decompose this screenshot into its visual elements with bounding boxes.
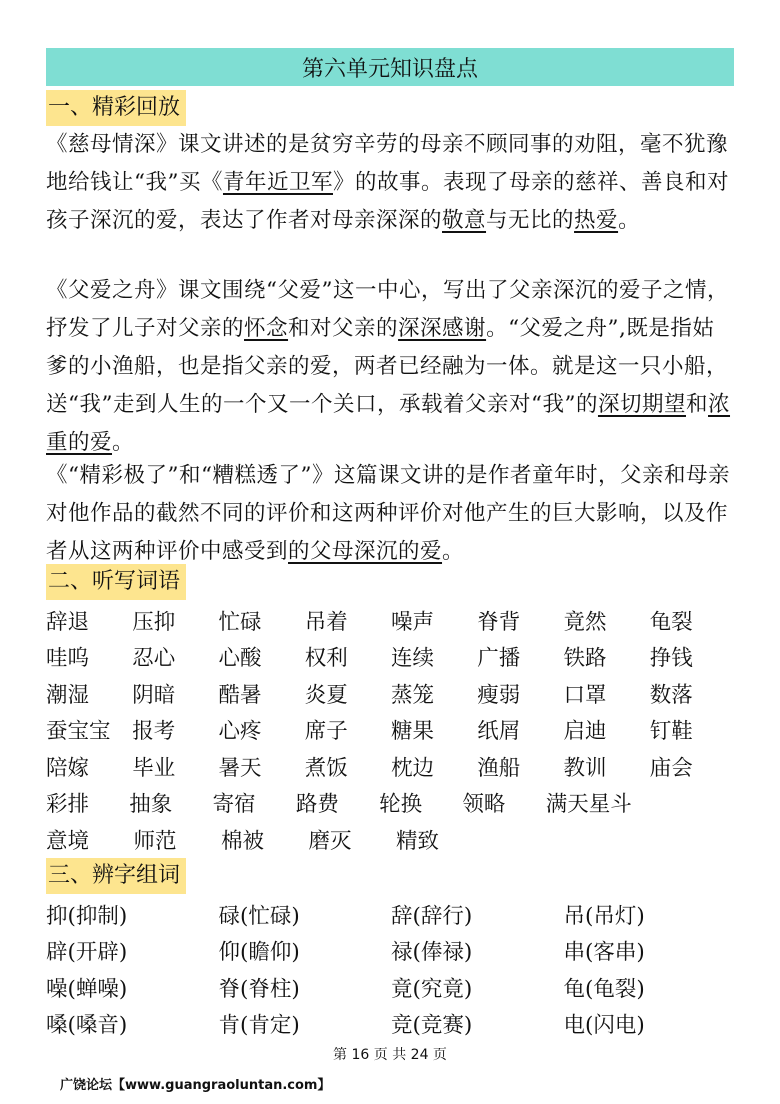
word: 枕边 bbox=[391, 755, 435, 781]
text: 。 bbox=[112, 430, 135, 455]
underlined-term: 青年近卫军 bbox=[222, 170, 333, 195]
char-pair: 抑(抑制) bbox=[46, 903, 128, 929]
char-pair: 仰(瞻仰) bbox=[218, 940, 300, 966]
word: 忍心 bbox=[132, 646, 176, 672]
word: 心酸 bbox=[218, 646, 262, 672]
word: 意境 bbox=[46, 828, 90, 854]
char-pair: 电(闪电) bbox=[563, 1013, 645, 1039]
word: 报考 bbox=[132, 719, 176, 745]
word: 酷暑 bbox=[218, 682, 262, 708]
character-pair-grid bbox=[46, 896, 736, 1042]
text: 》的故事。表现了母亲的慈祥、善良和对孩子深沉的爱，表达了作者对母亲深深的 bbox=[46, 170, 730, 233]
word: 彩排 bbox=[46, 792, 90, 818]
word-row bbox=[46, 712, 736, 749]
underlined-term: 的父母深沉的爱 bbox=[288, 539, 443, 564]
text: 。 bbox=[618, 208, 641, 233]
dictation-word-grid bbox=[46, 602, 736, 858]
page-title-bar bbox=[46, 48, 734, 86]
word: 磨灭 bbox=[308, 828, 352, 854]
word-row bbox=[46, 675, 736, 712]
word: 蚕宝宝 bbox=[46, 719, 111, 745]
pair-row bbox=[46, 1006, 736, 1043]
word: 权利 bbox=[304, 646, 348, 672]
word: 吊着 bbox=[304, 609, 348, 635]
word: 师范 bbox=[133, 828, 177, 854]
word: 广播 bbox=[477, 646, 521, 672]
paragraph-jingcai bbox=[46, 457, 736, 571]
underlined-term: 深深感谢 bbox=[398, 316, 487, 341]
char-pair: 竟(究竟) bbox=[391, 976, 473, 1002]
underlined-term: 热爱 bbox=[574, 208, 619, 233]
word: 竟然 bbox=[563, 609, 607, 635]
word: 糖果 bbox=[391, 719, 435, 745]
word: 轮换 bbox=[379, 792, 423, 818]
word-row bbox=[46, 748, 736, 785]
word: 铁路 bbox=[563, 646, 607, 672]
word: 教训 bbox=[563, 755, 607, 781]
word-row bbox=[46, 785, 736, 822]
underlined-term: 怀念 bbox=[244, 316, 289, 341]
word: 寄宿 bbox=[212, 792, 256, 818]
text: 。“父爱之舟”,既是指姑爹的小渔船，也是指父亲的爱，两者已经融为一体。就是这一只小船，送“我”走到人生的一个又一个关口，承载着父亲对“我”的 bbox=[46, 316, 729, 417]
word: 哇呜 bbox=[46, 646, 90, 672]
word: 毕业 bbox=[132, 755, 176, 781]
word: 噪声 bbox=[391, 609, 435, 635]
section-heading-distinguish: 三、辨字组词 bbox=[46, 858, 186, 894]
char-pair: 串(客串) bbox=[563, 940, 645, 966]
pair-row bbox=[46, 933, 736, 970]
underlined-term: 敬意 bbox=[442, 208, 487, 233]
text: 。 bbox=[442, 539, 465, 564]
word: 口罩 bbox=[563, 682, 607, 708]
word: 纸屑 bbox=[477, 719, 521, 745]
word: 龟裂 bbox=[649, 609, 693, 635]
char-pair: 肯(肯定) bbox=[218, 1013, 300, 1039]
word: 蒸笼 bbox=[391, 682, 435, 708]
section-heading-review: 一、精彩回放 bbox=[46, 90, 186, 126]
word: 潮湿 bbox=[46, 682, 90, 708]
word: 连续 bbox=[391, 646, 435, 672]
paragraph-cimu bbox=[46, 126, 736, 240]
page-title: 第六单元知识盘点 bbox=[301, 56, 478, 82]
char-pair: 辞(辞行) bbox=[391, 903, 473, 929]
word: 辞退 bbox=[46, 609, 90, 635]
char-pair: 嗓(嗓音) bbox=[46, 1013, 128, 1039]
text: 和对父亲的 bbox=[288, 316, 399, 341]
char-pair: 脊(脊柱) bbox=[218, 976, 300, 1002]
underlined-term: 深切期望 bbox=[597, 392, 686, 417]
word: 瘦弱 bbox=[477, 682, 521, 708]
word: 煮饭 bbox=[304, 755, 348, 781]
word-row bbox=[46, 821, 736, 858]
word: 暑天 bbox=[218, 755, 262, 781]
word: 钉鞋 bbox=[649, 719, 693, 745]
word: 脊背 bbox=[477, 609, 521, 635]
word: 路费 bbox=[295, 792, 339, 818]
char-pair: 碌(忙碌) bbox=[218, 903, 300, 929]
section-heading-dictation: 二、听写词语 bbox=[46, 564, 186, 600]
char-pair: 龟(龟裂) bbox=[563, 976, 645, 1002]
pair-row bbox=[46, 896, 736, 933]
word: 心疼 bbox=[218, 719, 262, 745]
char-pair: 竞(竞赛) bbox=[391, 1013, 473, 1039]
word: 挣钱 bbox=[649, 646, 693, 672]
pair-row bbox=[46, 969, 736, 1006]
char-pair: 辟(开辟) bbox=[46, 940, 128, 966]
word: 忙碌 bbox=[218, 609, 262, 635]
site-footer: 广饶论坛【www.guangraoluntan.com】 bbox=[60, 1078, 331, 1093]
word: 庙会 bbox=[649, 755, 693, 781]
word: 席子 bbox=[304, 719, 348, 745]
word: 陪嫁 bbox=[46, 755, 90, 781]
word: 阴暗 bbox=[132, 682, 176, 708]
word-row bbox=[46, 639, 736, 676]
char-pair: 吊(吊灯) bbox=[563, 903, 645, 929]
paragraph-fuaizhizhou bbox=[46, 272, 736, 462]
word: 渔船 bbox=[477, 755, 521, 781]
word: 启迪 bbox=[563, 719, 607, 745]
text: 《慈母情深》课文讲述的是贫穷辛劳的母亲不顾同事的劝阻，毫不犹豫地给钱让“我”买《 bbox=[46, 132, 729, 195]
text: 与无比的 bbox=[486, 208, 575, 233]
word: 满天星斗 bbox=[545, 792, 632, 818]
text: 《父爱之舟》课文围绕“父爱”这一中心，写出了父亲深沉的爱子之情，抒发了儿子对父亲的 bbox=[46, 278, 729, 341]
word: 棉被 bbox=[221, 828, 265, 854]
page-number: 第 16 页 共 24 页 bbox=[333, 1047, 447, 1063]
word: 领略 bbox=[462, 792, 506, 818]
word: 精致 bbox=[396, 828, 440, 854]
word: 抽象 bbox=[129, 792, 173, 818]
word-row bbox=[46, 602, 736, 639]
word: 压抑 bbox=[132, 609, 176, 635]
word: 炎夏 bbox=[304, 682, 348, 708]
char-pair: 禄(俸禄) bbox=[391, 940, 473, 966]
text: 和 bbox=[685, 392, 708, 417]
text: 《“精彩极了”和“糟糕透了”》这篇课文讲的是作者童年时，父亲和母亲对他作品的截然不同的评价和这两种评价对他产生的巨大影响，以及作者从这两种评价中感受到 bbox=[46, 463, 730, 564]
word: 数落 bbox=[649, 682, 693, 708]
underlined-term: 浓重的爱 bbox=[46, 392, 731, 455]
char-pair: 噪(蝉噪) bbox=[46, 976, 128, 1002]
